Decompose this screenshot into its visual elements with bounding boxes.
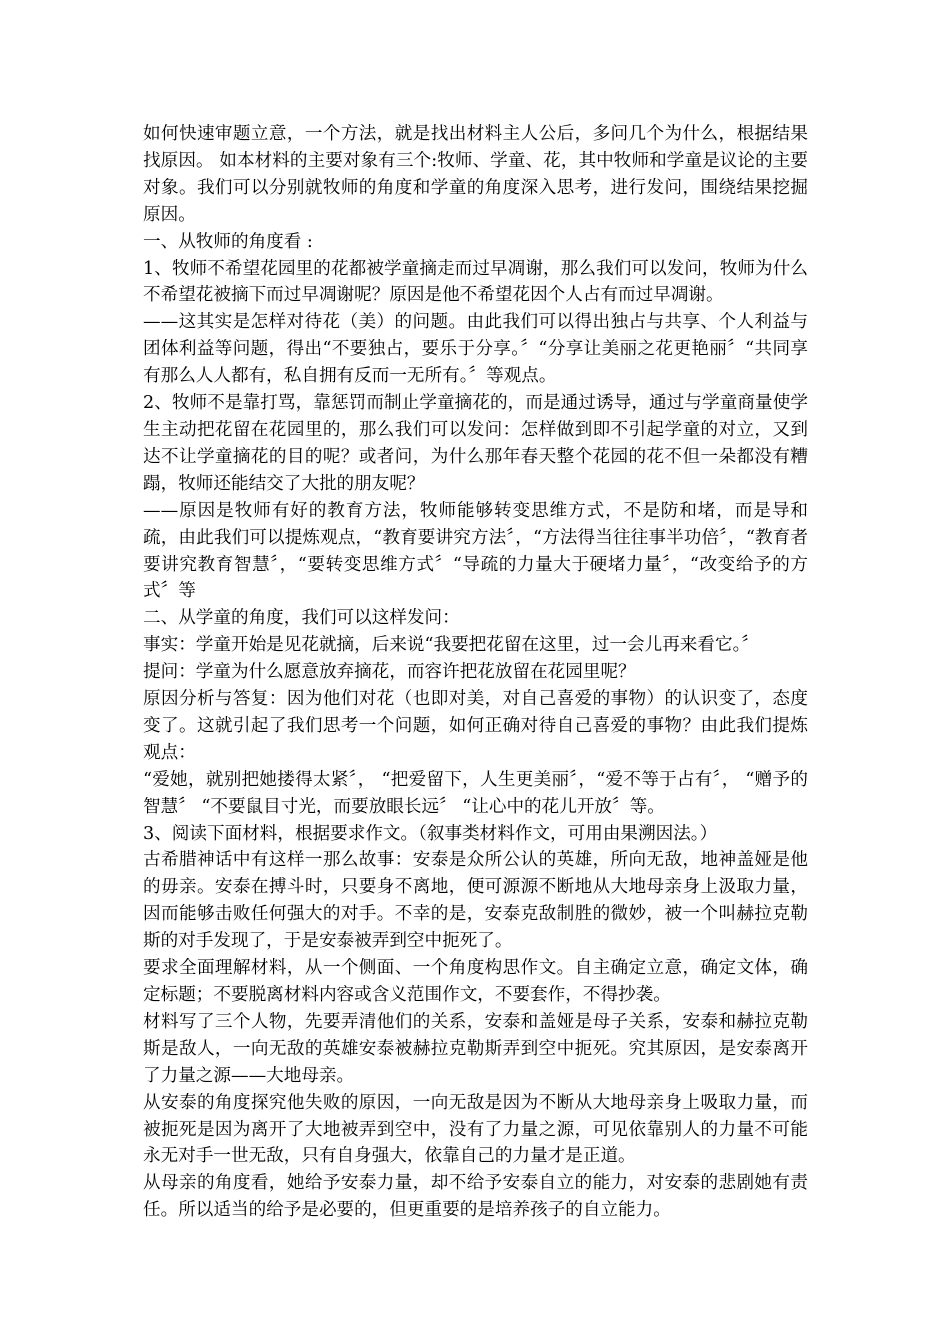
paragraph-intro: 如何快速审题立意，一个方法，就是找出材料主人公后，多问几个为什么，根据结果找原因。 如本材料的主要对象有三个:牧师、学童、花，其中牧师和学童是议论的主要对象。我们可以分别就牧师的角度和学童的角度深入思考，进行发问，围绕结果挖掘原因。 [143, 124, 808, 225]
paragraph-question: 提问：学童为什么愿意放弃摘花，而容许把花放留在花园里呢？ [143, 662, 636, 683]
heading-pastor-perspective: 一、从牧师的角度看 : [143, 231, 313, 252]
paragraph-pastor-analysis-2: ——原因是牧师有好的教育方法，牧师能够转变思维方式，不是防和堵，而是导和疏，由此我们可以提炼观点，“教育要讲究方法〞，“方法得当往往事半功倍〞，“教育者要讲究教育智慧〞，“要转变思维方式〞“导疏的力量大于硬堵力量〞，“改变给予的方式〞等 [143, 500, 808, 602]
paragraph-task-3: 3、阅读下面材料，根据要求作文。（叙事类材料作文，可用由果溯因法。） [143, 823, 718, 844]
paragraph-reason-analysis: 原因分析与答复：因为他们对花（也即对美，对自己喜爱的事物）的认识变了，态度变了。这就引起了我们思考一个问题，如何正确对待自己喜爱的事物？由此我们提炼观点： [143, 689, 808, 763]
paragraph-pastor-point-1: 1、牧师不希望花园里的花都被学童摘走而过早凋谢，那么我们可以发问，牧师为什么不希望花被摘下而过早凋谢呢？原因是他不希望花因个人占有而过早凋谢。 [143, 258, 808, 306]
paragraph-viewpoints: “爱她，就别把她搂得太紧〞， “把爱留下，人生更美丽〞，“爱不等于占有〞， “赠予的智慧〞 “不要鼠目寸光，而要放眼长远〞 “让心中的花儿开放〞等。 [143, 769, 808, 817]
heading-student-perspective: 二、从学童的角度，我们可以这样发问： [143, 608, 460, 629]
paragraph-material-analysis: 材料写了三个人物，先要弄清他们的关系，安泰和盖娅是母子关系，安泰和赫拉克勒斯是敌人，一向无敌的英雄安泰被赫拉克勒斯弄到空中扼死。究其原因，是安泰离开了力量之源——大地母亲。 [143, 1011, 808, 1086]
paragraph-antaeus-perspective: 从安泰的角度探究他失败的原因，一向无敌是因为不断从大地母亲身上吸取力量，而被扼死是因为离开了大地被弄到空中，没有了力量之源，可见依靠别人的力量不可能永无对手一世无敌，只有自身强大，依靠自己的力量才是正道。 [143, 1092, 808, 1167]
paragraph-antaeus-story: 古希腊神话中有这样一那么故事：安泰是众所公认的英雄，所向无敌，地神盖娅是他的毋亲。安泰在搏斗时，只要身不离地，便可源源不断地从大地母亲身上汲取力量，因而能够击败任何强大的对手。不幸的是，安泰克敌制胜的微妙，被一个叫赫拉克勒斯的对手发现了，于是安泰被弄到空中扼死了。 [143, 850, 808, 952]
paragraph-pastor-point-2: 2、牧师不是靠打骂，靠惩罚而制止学童摘花的，而是通过诱导，通过与学童商量使学生主动把花留在花园里的，那么我们可以发问：怎样做到即不引起学童的对立，又到达不让学童摘花的目的呢？或者问，为什么那年春天整个花园的花不但一朵都没有糟蹋，牧师还能结交了大批的朋友呢？ [143, 393, 808, 494]
paragraph-mother-perspective: 从母亲的角度看，她给予安泰力量，却不给予安泰自立的能力，对安泰的悲剧她有责任。所以适当的给予是必要的，但更重要的是培养孩子的自立能力。 [143, 1173, 808, 1221]
document-body [143, 121, 808, 1224]
paragraph-pastor-analysis-1: ——这其实是怎样对待花（美）的问题。由此我们可以得出独占与共享、个人利益与团体利益等问题，得出“不要独占，要乐于分享。〞“分享让美丽之花更艳丽〞“共同享有那么人人都有，私自拥有反而一无所有。〞等观点。 [143, 312, 808, 387]
paragraph-requirements: 要求全面理解材料，从一个侧面、一个角度构思作文。自主确定立意，确定文体，确定标题；不要脱离材料内容或含义范围作文，不要套作，不得抄袭。 [143, 958, 808, 1005]
paragraph-fact: 事实：学童开始是见花就摘，后来说“我要把花留在这里，过一会儿再来看它。〞 [143, 635, 759, 656]
